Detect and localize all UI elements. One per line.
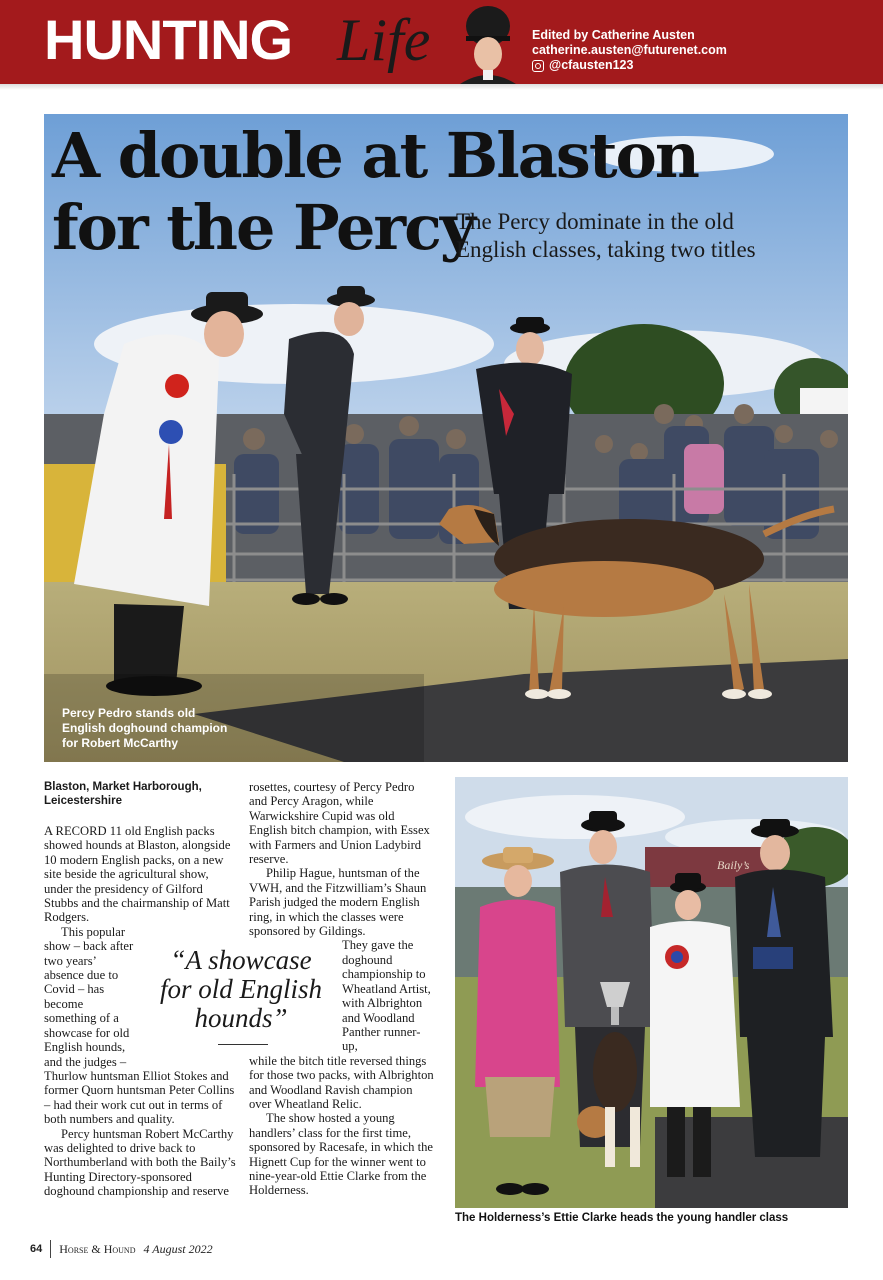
c2-paragraph-2: Philip Hague, huntsman of the VWH, and the Fitzwilliam’s Shaun Parish judged the modern English ring, in which the classes were sponsored by Gildings. bbox=[249, 866, 427, 939]
headline-line-2: for the Percy bbox=[52, 191, 474, 264]
editor-credit bbox=[532, 28, 727, 73]
instagram-icon bbox=[532, 60, 544, 72]
standfirst-line-2: English classes, taking two titles bbox=[456, 237, 756, 262]
hero-photo bbox=[44, 114, 848, 762]
issue-date: 4 August 2022 bbox=[143, 1241, 213, 1256]
hero-caption bbox=[62, 706, 227, 751]
paragraph-2-rest: Thurlow huntsman Elliot Stokes and former Quorn huntsman Peter Collins – had their work cut out in terms of both numbers and quality. bbox=[44, 1068, 235, 1127]
article-column-2 bbox=[249, 780, 434, 1198]
dateline-line-1: Blaston, Market Harborough, bbox=[44, 781, 202, 793]
article-standfirst bbox=[456, 208, 756, 264]
footer-divider bbox=[50, 1240, 51, 1258]
pull-quote-line-2: for old English bbox=[159, 974, 322, 1004]
dateline bbox=[44, 780, 239, 808]
standfirst-line-1: The Percy dominate in the old bbox=[456, 209, 734, 234]
paragraph-3: Percy huntsman Robert McCarthy was delighted to drive back to Northumberland with both the Baily’s Hunting Directory-sponsored doghound championship and reserve bbox=[44, 1126, 236, 1199]
young-handler-illustration bbox=[455, 777, 848, 1208]
bailys-sign: Baily’s bbox=[717, 858, 750, 872]
paragraph-1: A RECORD 11 old English packs showed hounds at Blaston, alongside 10 modern English packs, on a new site beside the agricultural show, under the presidency of Gilford Stubbs and the chairmanship of Matt Rodgers. bbox=[44, 824, 231, 925]
hero-caption-line-3: for Robert McCarthy bbox=[62, 736, 179, 750]
magazine-name: Horse & Hound bbox=[59, 1241, 136, 1256]
paragraph-2-narrow: This popular show – back after two years’ absence due to Covid – has become something of a showcase for old English hounds, and the judges – bbox=[44, 924, 134, 1069]
edited-by: Edited by Catherine Austen bbox=[532, 28, 695, 42]
dateline-line-2: Leicestershire bbox=[44, 795, 122, 807]
page-number: 64 bbox=[30, 1243, 43, 1255]
c2-paragraph-3: The show hosted a young handlers’ class for the first time, sponsored by Racesafe, in which the Hignett Cup for the winner went to nine-year-old Ettie Clarke from the Holderness. bbox=[249, 1111, 433, 1198]
young-handler-photo bbox=[455, 777, 848, 1208]
c2-paragraph-1: rosettes, courtesy of Percy Pedro and Percy Aragon, while Warwickshire Cupid was old English bitch champion, with Essex with Farmers and Union Ladybird reserve. bbox=[249, 780, 430, 867]
c2-paragraph-2-narrow: They gave the doghound championship to Wheatland Artist, with Albrighton and Woodland Panther runner-up, bbox=[342, 938, 431, 1054]
pull-quote-line-3: hounds” bbox=[194, 1003, 288, 1033]
c2-paragraph-2-rest: while the bitch title reversed things for those two packs, with Albrighton and Woodland Ravish champion over Wheatland Relic. bbox=[249, 1053, 434, 1111]
section-masthead bbox=[0, 0, 883, 84]
section-title: HUNTING bbox=[44, 8, 293, 71]
young-handler-caption: The Holderness’s Ettie Clarke heads the young handler class bbox=[455, 1212, 789, 1224]
hero-caption-line-1: Percy Pedro stands old bbox=[62, 706, 196, 720]
instagram-handle: @cfausten123 bbox=[549, 58, 634, 72]
editor-portrait bbox=[460, 2, 540, 84]
headline-line-1: A double at Blaston bbox=[52, 119, 698, 192]
page-footer bbox=[30, 1240, 213, 1258]
pull-quote-line-1: “A showcase bbox=[170, 945, 312, 975]
instagram-row[interactable] bbox=[532, 58, 727, 73]
section-subtitle: Life bbox=[337, 7, 431, 73]
masthead-shadow bbox=[0, 84, 883, 90]
editor-email[interactable]: catherine.austen@futurenet.com bbox=[532, 43, 727, 57]
hero-caption-line-2: English doghound champion bbox=[62, 721, 228, 735]
